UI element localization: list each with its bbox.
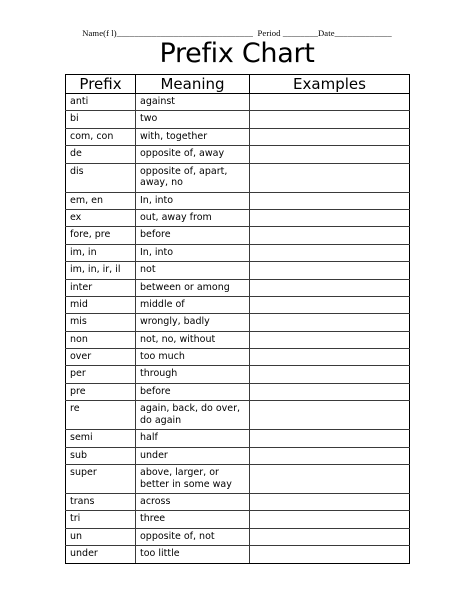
examples-cell[interactable] [250, 227, 410, 244]
examples-cell[interactable] [250, 546, 410, 563]
prefix-cell: tri [66, 511, 136, 528]
examples-cell[interactable] [250, 262, 410, 279]
prefix-cell: un [66, 528, 136, 545]
table-row [66, 227, 410, 244]
table-row [66, 128, 410, 145]
meaning-cell: before [136, 383, 250, 400]
table-row [66, 209, 410, 226]
table-row [66, 314, 410, 331]
prefix-cell: de [66, 146, 136, 163]
table-row [66, 94, 410, 111]
table-row [66, 111, 410, 128]
table-row [66, 401, 410, 430]
table-row [66, 546, 410, 563]
table-row [66, 331, 410, 348]
examples-cell[interactable] [250, 163, 410, 192]
examples-cell[interactable] [250, 331, 410, 348]
table-row [66, 262, 410, 279]
examples-cell[interactable] [250, 314, 410, 331]
table-row [66, 465, 410, 494]
meaning-cell: two [136, 111, 250, 128]
examples-cell[interactable] [250, 111, 410, 128]
table-row [66, 511, 410, 528]
meaning-cell: out, away from [136, 209, 250, 226]
examples-cell[interactable] [250, 447, 410, 464]
examples-cell[interactable] [250, 349, 410, 366]
examples-cell[interactable] [250, 244, 410, 261]
prefix-cell: im, in, ir, il [66, 262, 136, 279]
column-header-meaning: Meaning [136, 75, 250, 94]
table-row [66, 349, 410, 366]
prefix-cell: bi [66, 111, 136, 128]
examples-cell[interactable] [250, 528, 410, 545]
prefix-cell: ex [66, 209, 136, 226]
prefix-cell: fore, pre [66, 227, 136, 244]
examples-cell[interactable] [250, 401, 410, 430]
table-row [66, 279, 410, 296]
meaning-cell: not [136, 262, 250, 279]
meaning-cell: under [136, 447, 250, 464]
prefix-cell: mid [66, 296, 136, 313]
table-row [66, 383, 410, 400]
examples-cell[interactable] [250, 383, 410, 400]
meaning-cell: In, into [136, 192, 250, 209]
column-header-prefix: Prefix [66, 75, 136, 94]
examples-cell[interactable] [250, 511, 410, 528]
prefix-cell: dis [66, 163, 136, 192]
examples-cell[interactable] [250, 430, 410, 447]
meaning-cell: opposite of, apart, away, no [136, 163, 250, 192]
table-row [66, 430, 410, 447]
page-title: Prefix Chart [159, 38, 315, 69]
meaning-cell: opposite of, away [136, 146, 250, 163]
prefix-cell: sub [66, 447, 136, 464]
examples-cell[interactable] [250, 94, 410, 111]
table-row [66, 163, 410, 192]
meaning-cell: against [136, 94, 250, 111]
prefix-cell: com, con [66, 128, 136, 145]
prefix-cell: em, en [66, 192, 136, 209]
meaning-cell: too much [136, 349, 250, 366]
meaning-cell: with, together [136, 128, 250, 145]
prefix-cell: semi [66, 430, 136, 447]
prefix-cell: re [66, 401, 136, 430]
prefix-cell: non [66, 331, 136, 348]
meaning-cell: not, no, without [136, 331, 250, 348]
column-header-examples: Examples [250, 75, 410, 94]
table-row [66, 366, 410, 383]
table-row [66, 146, 410, 163]
prefix-cell: under [66, 546, 136, 563]
table-row [66, 244, 410, 261]
meaning-cell: again, back, do over, do again [136, 401, 250, 430]
prefix-cell: over [66, 349, 136, 366]
meaning-cell: opposite of, not [136, 528, 250, 545]
meaning-cell: through [136, 366, 250, 383]
name-period-date-line: Name(f l)_______________________________ Period ________Date_____________ [82, 28, 392, 38]
examples-cell[interactable] [250, 366, 410, 383]
table-row [66, 447, 410, 464]
examples-cell[interactable] [250, 296, 410, 313]
meaning-cell: In, into [136, 244, 250, 261]
meaning-cell: wrongly, badly [136, 314, 250, 331]
meaning-cell: between or among [136, 279, 250, 296]
examples-cell[interactable] [250, 128, 410, 145]
prefix-cell: anti [66, 94, 136, 111]
prefix-cell: inter [66, 279, 136, 296]
table-row [66, 192, 410, 209]
table-row [66, 494, 410, 511]
table-header-row [66, 75, 410, 94]
meaning-cell: too little [136, 546, 250, 563]
meaning-cell: before [136, 227, 250, 244]
meaning-cell: half [136, 430, 250, 447]
prefix-cell: pre [66, 383, 136, 400]
prefix-table [65, 74, 410, 564]
meaning-cell: above, larger, or better in some way [136, 465, 250, 494]
table-row [66, 296, 410, 313]
examples-cell[interactable] [250, 279, 410, 296]
table-row [66, 528, 410, 545]
meaning-cell: three [136, 511, 250, 528]
meaning-cell: middle of [136, 296, 250, 313]
prefix-cell: im, in [66, 244, 136, 261]
prefix-cell: trans [66, 494, 136, 511]
examples-cell[interactable] [250, 192, 410, 209]
examples-cell[interactable] [250, 146, 410, 163]
prefix-cell: super [66, 465, 136, 494]
prefix-cell: mis [66, 314, 136, 331]
examples-cell[interactable] [250, 209, 410, 226]
examples-cell[interactable] [250, 465, 410, 494]
meaning-cell: across [136, 494, 250, 511]
prefix-cell: per [66, 366, 136, 383]
examples-cell[interactable] [250, 494, 410, 511]
